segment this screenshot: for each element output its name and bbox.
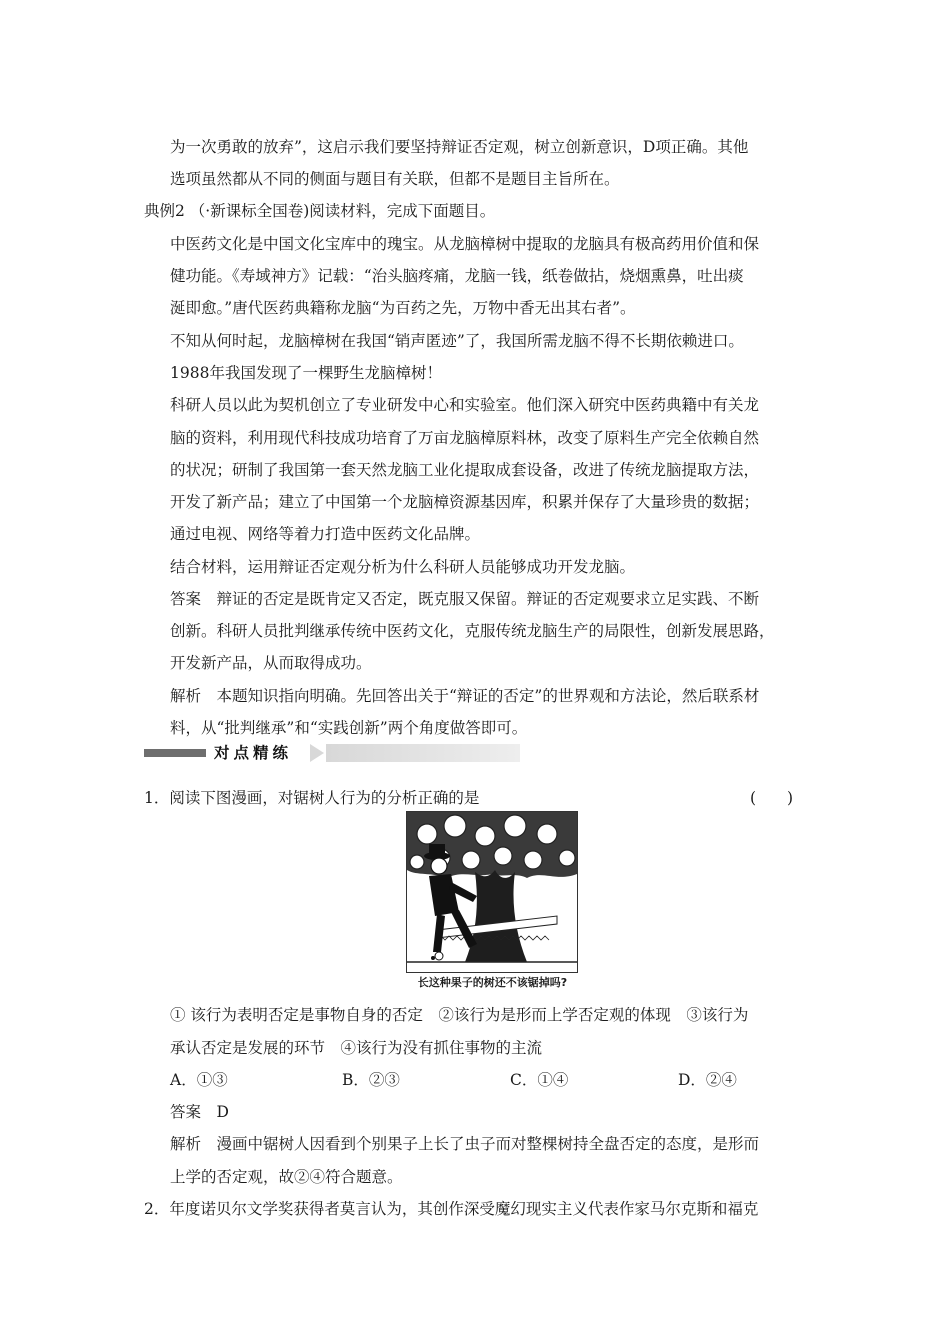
- text-line: 通过电视、网络等着力打造中医药文化品牌。: [170, 525, 481, 543]
- answer-line: 创新。科研人员批判继承传统中医药文化，克服传统龙脑生产的局限性，创新发展思路，: [170, 622, 775, 640]
- options-line: ① 该行为表明否定是事物自身的否定 ②该行为是形而上学否定观的体现 ③该行为: [170, 1006, 749, 1024]
- question-2-stem: 2．年度诺贝尔文学奖获得者莫言认为，其创作深受魔幻现实主义代表作家马尔克斯和福克: [144, 1200, 759, 1218]
- text-line: 涎即愈。”唐代医药典籍称龙脑“为百药之先，万物中香无出其右者”。: [170, 299, 636, 317]
- choice-c: C．①④: [510, 1071, 569, 1089]
- analysis-line: 解析 本题知识指向明确。先回答出关于“辩证的否定”的世界观和方法论，然后联系材: [170, 687, 760, 705]
- text-line: 不知从何时起，龙脑樟树在我国“销声匿迹”了，我国所需龙脑不得不长期依赖进口。: [170, 332, 744, 350]
- banner-bar-left: [144, 749, 206, 757]
- answer-line: 答案 辩证的否定是既肯定又否定，既克服又保留。辩证的否定观要求立足实践、不断: [170, 590, 760, 608]
- choice-d: D．②④: [678, 1071, 737, 1089]
- sawing-tree-cartoon-icon: [407, 812, 577, 972]
- text-line: 健功能。《寿域神方》记载：“治头脑疼痛，龙脑一钱，纸卷做拈，烧烟熏鼻，吐出痰: [170, 267, 744, 285]
- text-line: 开发了新产品；建立了中国第一个龙脑樟资源基因库，积累并保存了大量珍贵的数据；: [170, 493, 760, 511]
- section-title: 对点精练: [214, 744, 293, 762]
- banner-bar-right: [326, 744, 520, 762]
- cartoon-caption: 长这种果子的树还不该锯掉吗?: [417, 976, 568, 989]
- text-line: 选项虽然都从不同的侧面与题目有关联，但都不是题目主旨所在。: [170, 170, 620, 188]
- text-line: 中医药文化是中国文化宝库中的瑰宝。从龙脑樟树中提取的龙脑具有极高药用价值和保: [170, 235, 760, 253]
- question-1-stem: 1．阅读下图漫画，对锯树人行为的分析正确的是: [144, 789, 480, 807]
- section-banner: [144, 744, 520, 762]
- answer-line: 开发新产品，从而取得成功。: [170, 654, 372, 672]
- text-line: 1988年我国发现了一棵野生龙脑樟树！: [170, 364, 442, 382]
- answer-blank: ( ): [750, 789, 794, 807]
- analysis-line: 解析 漫画中锯树人因看到个别果子上长了虫子而对整棵树持全盘否定的态度，是形而: [170, 1135, 760, 1153]
- banner-chevron-icon: [310, 744, 324, 762]
- choice-b: B．②③: [342, 1071, 400, 1089]
- text-line: 科研人员以此为契机创立了专业研发中心和实验室。他们深入研究中医药典籍中有关龙: [170, 396, 760, 414]
- text-line: 为一次勇敢的放弃”，这启示我们要坚持辩证否定观，树立创新意识，D项正确。其他: [170, 138, 749, 156]
- answer-line: 答案 D: [170, 1103, 229, 1121]
- analysis-line: 料，从“批判继承”和“实践创新”两个角度做答即可。: [170, 719, 528, 737]
- example-heading: 典例2 （·新课标全国卷)阅读材料，完成下面题目。: [144, 202, 496, 220]
- text-line: 脑的资料，利用现代科技成功培育了万亩龙脑樟原料林，改变了原料生产完全依赖自然: [170, 429, 760, 447]
- options-line: 承认否定是发展的环节 ④该行为没有抓住事物的主流: [170, 1039, 543, 1057]
- text-line: 的状况；研制了我国第一套天然龙脑工业化提取成套设备，改进了传统龙脑提取方法，: [170, 461, 760, 479]
- choice-a: A．①③: [170, 1071, 228, 1089]
- question-line: 结合材料，运用辩证否定观分析为什么科研人员能够成功开发龙脑。: [170, 558, 636, 576]
- analysis-line: 上学的否定观，故②④符合题意。: [170, 1168, 403, 1186]
- cartoon-image: [406, 811, 578, 973]
